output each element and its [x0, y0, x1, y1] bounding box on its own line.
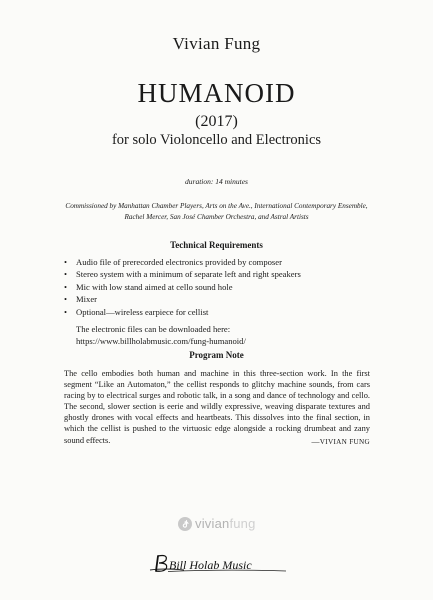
- list-item: [64, 256, 384, 268]
- bullet-icon: •: [64, 294, 68, 305]
- composition-year: (2017): [195, 113, 238, 130]
- list-item: [64, 306, 384, 318]
- commission-line-2: Rachel Mercer, San José Chamber Orchestra, and Astral Artists: [124, 213, 309, 221]
- publisher-name: Bill Holab Music: [169, 558, 252, 572]
- requirement-text: Mixer: [76, 294, 98, 305]
- technical-requirements-heading: Technical Requirements: [170, 240, 263, 250]
- commission-line-1: Commissioned by Manhattan Chamber Players, Arts on the Ave., International Contemporary Ensemble,: [65, 202, 368, 210]
- bullet-icon: •: [64, 306, 68, 317]
- bullet-icon: •: [64, 281, 68, 292]
- commission-credit: [60, 201, 373, 223]
- program-note-signature: [230, 437, 370, 446]
- duration: duration: 14 minutes: [185, 177, 248, 186]
- download-note-text: The electronic files can be downloaded here:: [76, 324, 231, 334]
- bullet-icon: •: [64, 269, 68, 280]
- bullet-icon: •: [64, 257, 68, 267]
- electronics-download-note: [76, 324, 376, 347]
- note-swirl-icon: [178, 517, 192, 531]
- requirement-text: Stereo system with a minimum of separate left and right speakers: [76, 269, 301, 280]
- instrumentation: for solo Violoncello and Electronics: [111, 132, 322, 148]
- list-item: [64, 293, 384, 305]
- technical-requirements-list: [64, 256, 384, 318]
- signature-dash: —: [311, 437, 320, 446]
- requirement-text: Optional—wireless earpiece for cellist: [76, 306, 209, 317]
- wordmark-part-fung: fung: [229, 516, 256, 531]
- requirement-text: Mic with low stand aimed at cello sound hole: [76, 281, 233, 292]
- vivian-fung-wordmark: [195, 516, 256, 531]
- requirement-text: Audio file of prerecorded electronics provided by composer: [76, 257, 282, 267]
- download-url: https://www.billholabmusic.com/fung-humanoid/: [76, 335, 246, 346]
- list-item: [64, 268, 384, 280]
- composer-name: Vivian Fung: [172, 34, 261, 53]
- vivian-fung-logo: [178, 516, 288, 536]
- program-note-text: The cello embodies both human and machine in this three-section work. In the first segment “Like an Automaton,” the cellist responds to glitchy machine sounds, from cars racing by to electrical surges and robotic talk, in a song and dance of technology and cello. The second, slower section is eerie and wildly expressive, weaving disparate textures and ghostly drones with vocal effects and heartbeats. This dissolves into the final section, in which the cellist is pushed to the virtuosic edge alongside a rocking drumbeat and zany sound effects.: [64, 369, 370, 445]
- wordmark-part-vivian: vivian: [195, 516, 230, 531]
- list-item: [64, 281, 384, 293]
- signature-name: VIVIAN FUNG: [319, 438, 370, 446]
- bill-holab-music-logo: [144, 548, 294, 578]
- program-note-heading: Program Note: [189, 350, 244, 360]
- piece-title: HUMANOID: [137, 78, 296, 108]
